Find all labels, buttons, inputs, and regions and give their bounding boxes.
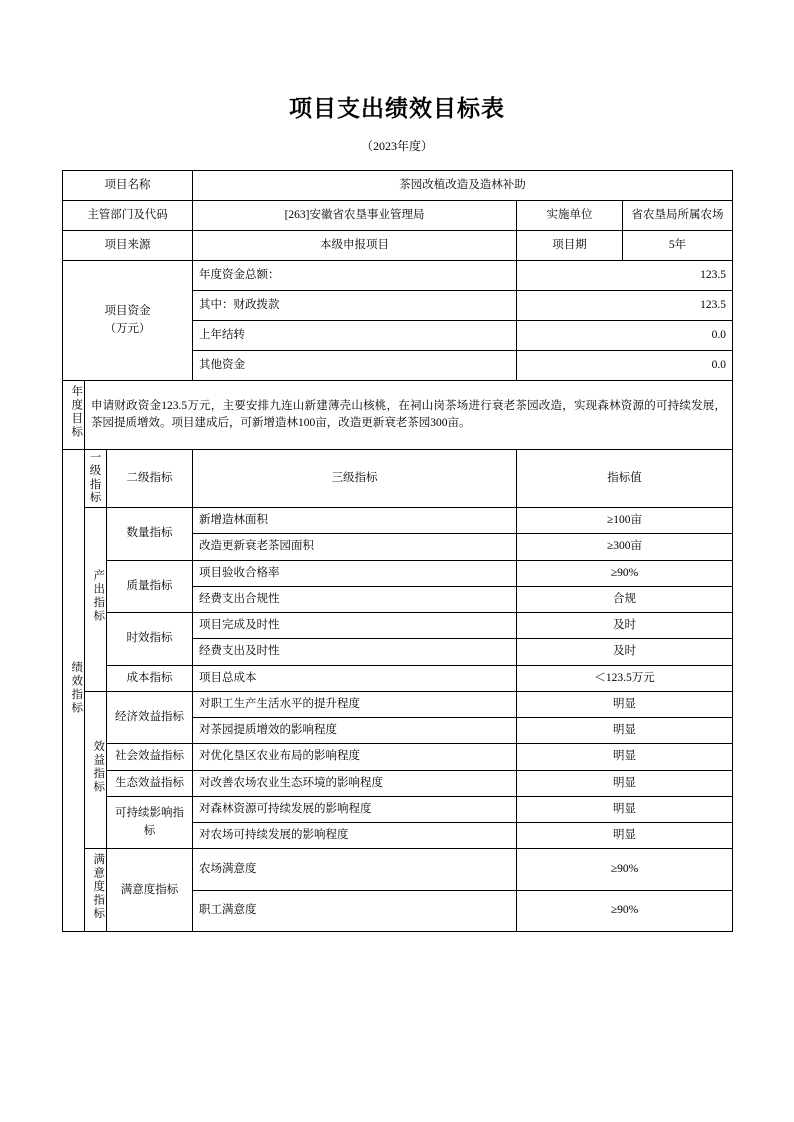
- perf-level3: 项目总成本: [193, 665, 517, 691]
- perf-value: 明显: [517, 744, 733, 770]
- perf-level1-output: 产出指标: [85, 508, 107, 692]
- perf-value: 明显: [517, 770, 733, 796]
- perf-level3: 经费支出合规性: [193, 586, 517, 612]
- perf-level3: 对职工生产生活水平的提升程度: [193, 691, 517, 717]
- perf-level3: 职工满意度: [193, 890, 517, 931]
- perf-level3: 新增造林面积: [193, 508, 517, 534]
- perf-level2: 可持续影响指标: [107, 796, 193, 849]
- perf-value: 明显: [517, 718, 733, 744]
- fund-row-name: 其他资金: [193, 351, 517, 381]
- perf-level1-benefit: 效益指标: [85, 691, 107, 849]
- table-row-indicator: [63, 613, 733, 639]
- table-row-department: [63, 201, 733, 231]
- perf-level2: 数量指标: [107, 508, 193, 561]
- funds-label-line2: （万元）: [104, 322, 151, 335]
- table-row-indicator: [63, 744, 733, 770]
- fund-row-value: 123.5: [517, 291, 733, 321]
- annual-goal-text: 申请财政资金123.5万元，主要安排九连山新建薄壳山核桃，在祠山岗茶场进行衰老茶园改造，实现森林资源的可持续发展，茶园提质增效。项目建成后，可新增造林100亩，改造更新衰老茶园300亩。: [85, 381, 733, 450]
- fund-row-value: 0.0: [517, 351, 733, 381]
- performance-goal-table: [62, 170, 733, 932]
- dept-value: [263]安徽省农垦事业管理局: [193, 201, 517, 231]
- table-row-indicator: [63, 560, 733, 586]
- table-row-indicator: [63, 796, 733, 822]
- perf-value: ≥90%: [517, 560, 733, 586]
- unit-label: 实施单位: [517, 201, 623, 231]
- perf-header-level1: 一级指标: [85, 450, 107, 508]
- project-name-value: 茶园改植改造及造林补助: [193, 171, 733, 201]
- perf-level2: 社会效益指标: [107, 744, 193, 770]
- perf-value: ≥90%: [517, 849, 733, 890]
- page-title: 项目支出绩效目标表: [289, 96, 505, 121]
- page-subtitle: （2023年度）: [360, 139, 433, 153]
- fund-row-name: 其中：财政拨款: [193, 291, 517, 321]
- table-row-indicator: [63, 770, 733, 796]
- perf-value: ≥100亩: [517, 508, 733, 534]
- source-value: 本级申报项目: [193, 231, 517, 261]
- perf-value: 及时: [517, 613, 733, 639]
- perf-level2: 成本指标: [107, 665, 193, 691]
- unit-value: 省农垦局所属农场: [623, 201, 733, 231]
- source-label: 项目来源: [63, 231, 193, 261]
- fund-row-name: 年度资金总额：: [193, 261, 517, 291]
- table-row-fund-total: [63, 261, 733, 291]
- perf-level3: 对农场可持续发展的影响程度: [193, 823, 517, 849]
- dept-label: 主管部门及代码: [63, 201, 193, 231]
- fund-row-value: 0.0: [517, 321, 733, 351]
- perf-value: 明显: [517, 823, 733, 849]
- perf-side-label: 绩效指标: [63, 450, 85, 932]
- table-row-indicator: [63, 508, 733, 534]
- perf-level2: 满意度指标: [107, 849, 193, 932]
- table-row-source: [63, 231, 733, 261]
- annual-goal-label: 年度目标: [63, 381, 85, 450]
- perf-value: 明显: [517, 691, 733, 717]
- table-row-perf-header: [63, 450, 733, 508]
- perf-value: 明显: [517, 796, 733, 822]
- perf-level2: 生态效益指标: [107, 770, 193, 796]
- perf-level3: 农场满意度: [193, 849, 517, 890]
- perf-header-level2: 二级指标: [107, 450, 193, 508]
- perf-level3: 改造更新衰老茶园面积: [193, 534, 517, 560]
- perf-level2: 质量指标: [107, 560, 193, 613]
- perf-value: ≥90%: [517, 890, 733, 931]
- fund-row-value: 123.5: [517, 261, 733, 291]
- perf-level3: 对茶园提质增效的影响程度: [193, 718, 517, 744]
- perf-header-level3: 三级指标: [193, 450, 517, 508]
- perf-value: ＜123.5万元: [517, 665, 733, 691]
- perf-level2: 经济效益指标: [107, 691, 193, 744]
- perf-level2: 时效指标: [107, 613, 193, 666]
- perf-level1-satisfaction: 满意度指标: [85, 849, 107, 932]
- perf-level3: 对优化垦区农业布局的影响程度: [193, 744, 517, 770]
- perf-value: 合规: [517, 586, 733, 612]
- project-name-label: 项目名称: [63, 171, 193, 201]
- table-row-project-name: [63, 171, 733, 201]
- perf-level3: 对改善农场农业生态环境的影响程度: [193, 770, 517, 796]
- perf-level3: 项目完成及时性: [193, 613, 517, 639]
- table-row-indicator: [63, 849, 733, 890]
- funds-label: [63, 261, 193, 381]
- table-row-annual-goal: [63, 381, 733, 450]
- perf-value: 及时: [517, 639, 733, 665]
- funds-label-line1: 项目资金: [104, 305, 151, 318]
- period-value: 5年: [623, 231, 733, 261]
- perf-level3: 项目验收合格率: [193, 560, 517, 586]
- perf-level3: 经费支出及时性: [193, 639, 517, 665]
- table-row-indicator: [63, 665, 733, 691]
- table-row-indicator: [63, 691, 733, 717]
- period-label: 项目期: [517, 231, 623, 261]
- perf-header-value: 指标值: [517, 450, 733, 508]
- fund-row-name: 上年结转: [193, 321, 517, 351]
- perf-value: ≥300亩: [517, 534, 733, 560]
- perf-level3: 对森林资源可持续发展的影响程度: [193, 796, 517, 822]
